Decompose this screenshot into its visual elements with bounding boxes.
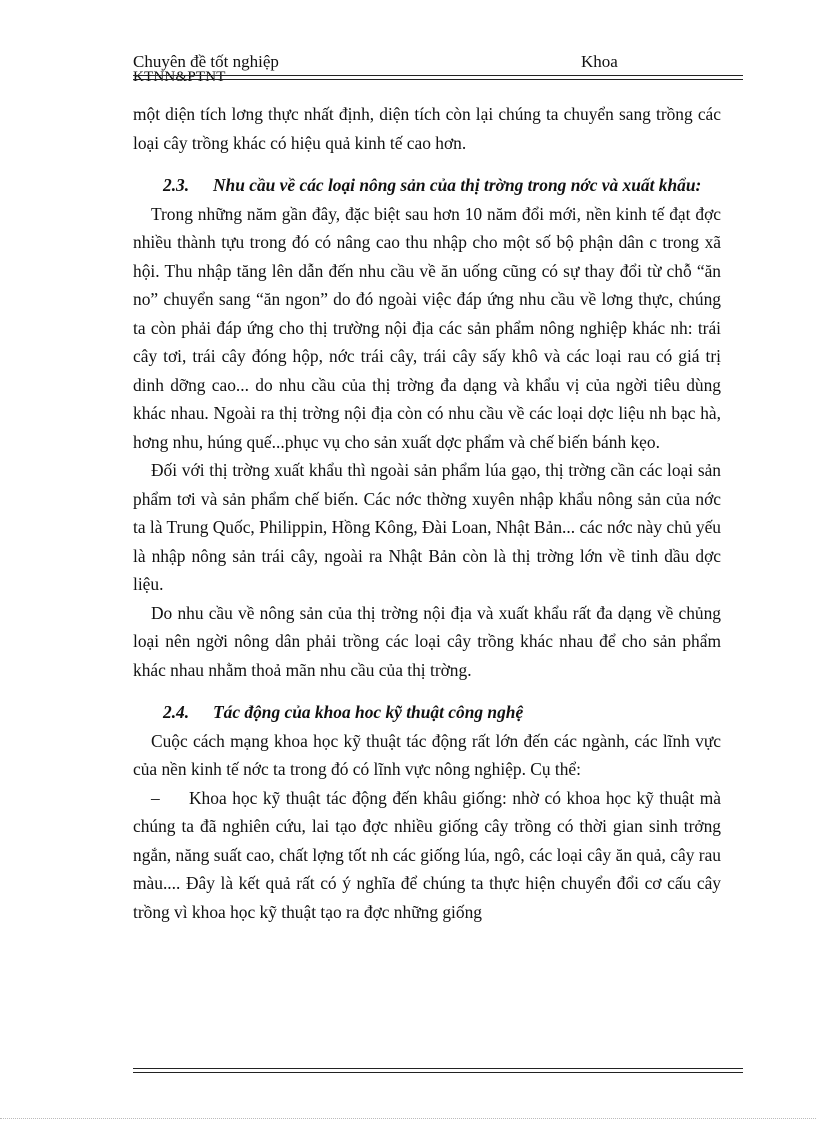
section-number: 2.3. bbox=[163, 175, 190, 195]
paragraph-continuation: một diện tích lơng thực nhất định, diện tích còn lại chúng ta chuyển sang trồng các loại cây trồng khác có hiệu quả kinh tế cao hơn. bbox=[133, 104, 721, 153]
list-dash: – bbox=[151, 787, 160, 808]
paragraph-seed-impact bbox=[133, 784, 721, 927]
paragraph-export-demand: Đối với thị trờng xuất khẩu thì ngoài sản phẩm lúa gạo, thị trờng cần các loại sản phẩm tơi và sản phẩm chế biến. Các nớc thờng xuyên nhập khẩu nông sản của nớc ta là Trung Quốc, Philippin, Hồng Kông, Đài Loan, Nhật Bản... các nớc này chủ yếu là nhập nông sản trái cây, ngoài ra Nhật Bản còn là thị trờng lớn về tinh dầu dợc liệu. bbox=[133, 460, 721, 594]
footer-rule-bottom bbox=[133, 1072, 743, 1073]
list-item-text: Khoa học kỹ thuật tác động đến khâu giống: nhờ có khoa học kỹ thuật mà chúng ta đã nghiên cứu, lai tạo đợc nhiều giống cây trồng có thời gian sinh trởng ngắn, năng suất cao, chất lợng tốt nh các giống lúa, ngô, các loại cây ăn quả, cây rau màu.... Đây là kết quả rất có ý nghĩa để chúng ta thực hiện chuyển đổi cơ cấu cây trồng vì khoa học kỹ thuật tạo ra đợc những giống bbox=[133, 787, 721, 922]
paragraph-tech-impact: Cuộc cách mạng khoa học kỹ thuật tác động rất lớn đến các ngành, các lĩnh vực của nền kinh tế nớc ta trong đó có lĩnh vực nông nghiệp. Cụ thể: bbox=[133, 730, 721, 779]
header-rule-top bbox=[133, 75, 743, 76]
header-rule-bottom bbox=[133, 79, 743, 80]
paragraph-domestic-demand: Trong những năm gần đây, đặc biệt sau hơn 10 năm đổi mới, nền kinh tế đạt đợc nhiều thành tựu trong đó có nâng cao thu nhập cho một số bộ phận dân c trong xã hội. Thu nhập tăng lên dẫn đến nhu cầu về ăn uống cũng có sự thay đổi từ chỗ “ăn no” chuyển sang “ăn ngon” do đó ngoài việc đáp ứng nhu cầu về lơng thực, chúng ta còn phải đáp ứng cho thị trường nội địa các sản phẩm nông nghiệp khác nh: trái cây tơi, trái cây đóng hộp, nớc trái cây, trái cây sấy khô và các loại rau có giá trị dinh dỡng cao... do nhu cầu của thị trờng đa dạng và khẩu vị của ngời tiêu dùng khác nhau. Ngoài ra thị trờng nội địa còn có nhu cầu về các loại dợc liệu nh bạc hà, hơng nhu, húng quế...phục vụ cho sản xuất dợc phẩm và chế biến bánh kẹo. bbox=[133, 203, 721, 452]
footer-rule-top bbox=[133, 1068, 743, 1069]
header-title: Chuyên đề tốt nghiệp bbox=[133, 52, 279, 71]
header-faculty: Khoa bbox=[581, 52, 618, 71]
header-department: KTNN&PTNT bbox=[133, 69, 226, 85]
document-body bbox=[133, 100, 721, 926]
page-footer bbox=[133, 1068, 743, 1073]
page-edge-dotted-line bbox=[0, 1118, 816, 1119]
paragraph-conclusion: Do nhu cầu về nông sản của thị trờng nội địa và xuất khẩu rất đa dạng về chủng loại nên ngời nông dân phải trồng các loại cây trồng khác nhau để cho sản phẩm khác nhau nhằm thoả mãn nhu cầu của thị trờng. bbox=[133, 602, 721, 680]
section-heading-2-4 bbox=[133, 698, 721, 727]
section-number: 2.4. bbox=[163, 702, 190, 722]
page-header bbox=[133, 52, 743, 84]
section-title: Nhu cầu về các loại nông sản của thị trờng trong nớc và xuất khẩu: bbox=[213, 175, 702, 195]
section-heading-2-3 bbox=[133, 171, 721, 200]
section-title: Tác động của khoa hoc kỹ thuật công nghệ bbox=[213, 702, 524, 722]
